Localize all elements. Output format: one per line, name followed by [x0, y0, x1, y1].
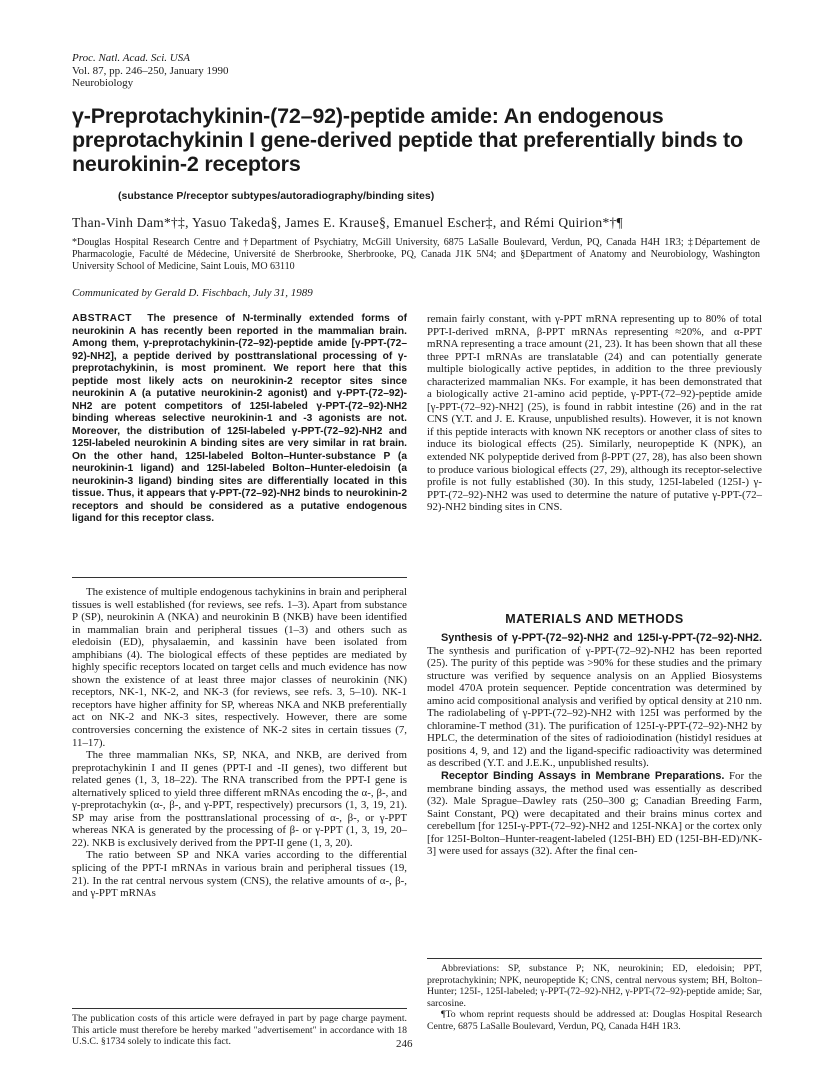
intro-paragraph-1: The existence of multiple endogenous tachykinins in brain and peripheral tissues is well established (for reviews, see refs. 1–3). Apart from substance P (SP), neurokinin A (NKA) and neurokinin B (NKB) have been identified in mammalian brain and peripheral tissues (1–3) and others such as eledoisin (ED), physalaemin, and kassinin have been isolated from amphibians (4). The biological effects of these peptides are mediated by highly specific receptors located on target cells and much evidence has now shown the existence of at least three major classes of neurokinin (NK) receptors, NK-1, NK-2, and NK-3 (for reviews, see refs. 3, 5–10). NK-1 receptors have higher affinity for SP, whereas NKA and NKB preferentially act on NK-2 and NK-3 sites, respectively. However, there are some controversies concerning the existence of NK-2 sites in certain tissues (7, 11–17). [72, 586, 407, 749]
section-name: Neurobiology [72, 77, 134, 89]
methods-subheading-2: Receptor Binding Assays in Membrane Preparations. [441, 770, 725, 783]
keywords: (substance P/receptor subtypes/autoradiography/binding sites) [118, 190, 435, 202]
affiliations: *Douglas Hospital Research Centre and †Department of Psychiatry, McGill University, 6875 LaSalle Boulevard, Verdun, PQ, Canada H4H 1R3; ‡Département de Pharmacologie, Faculté de Médecine, Université de Sherbrooke, Sherbrooke, PQ, Canada J1K 5N4; and §Department of Anatomy and Neurobiology, Washington University School of Medicine, Saint Louis, MO 63110 [72, 237, 760, 272]
journal-name: Proc. Natl. Acad. Sci. USA [72, 52, 190, 64]
abstract-text: The presence of N-terminally extended forms of neurokinin A has recently been reported in the mammalian brain. Among them, γ-preprotachykinin-(72–92)-peptide amide [γ-PPT-(72–92)-NH2], a peptide derived by posttranslational processing of γ-preprotachykinin, is most prominent. We report here that this peptide most likely acts on neurokinin-2 receptor sites since neurokinin A (a putative neurokinin-2 agonist) and γ-PPT-(72–92)-NH2 are potent competitors of 125I-labeled γ-PPT-(72–92)-NH2 binding whereas selective neurokinin-1 and -3 agonists are not. Moreover, the distribution of 125I-labeled γ-PPT-(72–92)-NH2 and 125I-labeled neurokinin A binding sites are very similar in rat brain. On the other hand, 125I-labeled Bolton–Hunter-substance P (a neurokinin-1 ligand) and 125I-labeled Bolton–Hunter-eledoisin (a neurokinin-3 ligand) binding sites are differentially located in this tissue. Thus, it appears that γ-PPT-(72–92)-NH2 binds to neurokinin-2 receptors and should be considered as a putative endogenous ligand for this receptor class. [72, 313, 407, 524]
reprint-note: ¶To whom reprint requests should be addressed at: Douglas Hospital Research Centre, 6875 LaSalle Boulevard, Verdun, PQ, Canada H4H 1R3. [427, 1009, 762, 1032]
abstract [72, 313, 407, 526]
methods-text-2: For the membrane binding assays, the method used was essentially as described (32). Male Sprague–Dawley rats (250–300 g; Canadian Breeding Farm, Saint Constant, PQ) were decapitated and their brains minus cortex and cerebellum [for 125I-γ-PPT-(72–92)-NH2 and 125I-NKA] or the cortex only [for 125I-Bolton–Hunter-reagent-labeled (125I-BH) ED (125I-BH-ED)/NK-3] were used for assays (32). After the final cen- [427, 770, 762, 858]
methods-text-1: The synthesis and purification of γ-PPT-(72–92)-NH2 has been reported (25). The purity of this peptide was >90% for these studies and the primary structure was verified by sequence analysis on an Applied Biosystems model 470A protein sequencer. Peptide concentration was determined by amino acid compositional analysis and verified by optical density at 210 nm. The radiolabeling of γ-PPT-(72–92)-NH2 with 125I was performed by the chloramine-T method (31). The purification of 125I-γ-PPT-(72–92)-NH2 by HPLC, the determination of the sites of radioiodination (histidyl residues at positions 4, 9, and 12) and the ligand-specific radioactivity was determined as described (Y.T. and J.E.K., unpublished results). [427, 644, 762, 770]
methods-paragraph-2 [427, 770, 762, 858]
intro-paragraph-2: The three mammalian NKs, SP, NKA, and NKB, are derived from preprotachykinin I and II genes (PPT-I and -II genes), two different but related genes (1, 3, 18–22). The RNA transcribed from the PPT-I gene is alternatively spliced to yield three different mRNAs encoding the α-, β-, and γ-preprotachykin (α-, β-, and γ-PPT, respectively) precursors (1, 3, 19, 21). SP may arise from the posttranslational processing of α-, β-, or γ-PPT whereas NKA is generated by the processing of β- or γ-PPT (1, 3, 19, 20–22). NKB is exclusively derived from the PPT-II gene (1, 3, 20). [72, 749, 407, 849]
footnote-divider-left [72, 1008, 407, 1009]
article-title: γ-Preprotachykinin-(72–92)-peptide amide: An endogenous preprotachykinin I gene-derived peptide that preferentially binds to neurokinin-2 receptors [72, 104, 743, 176]
footnote-divider-right [427, 958, 762, 959]
intro-paragraph-continued: remain fairly constant, with γ-PPT mRNA representing up to 80% of total PPT-I-derived mRNA, β-PPT mRNAs representing ≈20%, and α-PPT mRNA representing a trace amount (21, 23). It has been shown that all these three PPT-I mRNAs are translatable (24) and can potentially generate multiple biologically active peptides, in addition to the three previously characterized mammalian NKs. For example, it has been demonstrated that a biologically active 21-amino acid peptide, γ-PPT-(72–92)-peptide amide [γ-PPT-(72–92)-NH2] (25), is found in rabbit intestine (26) and in the rat CNS (Y.T. and J. E. Krause, unpublished results). However, it is not known if this peptide interacts with known NK receptors or another class of sites to induce its biological effects (25). Similarly, neuropeptide K (NPK), an extended NK polypeptide derived from β-PPT (27, 28), has also been shown to produce various biological effects (27, 29), although its receptor-selective profile is not fully established (30). In this study, 125I-labeled (125I-) γ-PPT-(72–92)-NH2 was used to determine the nature of putative γ-PPT-(72–92)-NH2 binding sites in CNS. [427, 313, 762, 514]
abstract-divider [72, 577, 407, 578]
author-list: Than-Vinh Dam*†‡, Yasuo Takeda§, James E. Krause§, Emanuel Escher‡, and Rémi Quirion*†¶ [72, 215, 623, 230]
intro-paragraph-3: The ratio between SP and NKA varies according to the differential splicing of the PPT-I mRNAs in various brain and peripheral tissues (19, 21). In the rat central nervous system (CNS), the relative amounts of α-, β-, and γ-PPT mRNAs [72, 849, 407, 900]
journal-header [72, 52, 229, 90]
abstract-label: ABSTRACT [72, 313, 133, 324]
intro-right [427, 313, 762, 514]
methods-heading: MATERIALS AND METHODS [505, 612, 684, 626]
methods-paragraph-1 [427, 632, 762, 770]
publication-costs-note: The publication costs of this article were defrayed in part by page charge payment. This article must therefore be hereby marked "advertisement" in accordance with 18 U.S.C. §1734 solely to indicate this fact. [72, 1013, 407, 1048]
methods-subheading-1: Synthesis of γ-PPT-(72–92)-NH2 and 125I-γ-PPT-(72–92)-NH2. [441, 632, 762, 644]
abbreviations-note: Abbreviations: SP, substance P; NK, neurokinin; ED, eledoisin; PPT, preprotachykinin; NPK, neuropeptide K; CNS, central nervous system; BH, Bolton–Hunter; 125I-, 125I-labeled; γ-PPT-(72–92)-NH2, γ-PPT-(72–92)-peptide amide; Sar, sarcosine. [427, 963, 762, 1009]
page-number: 246 [396, 1038, 413, 1050]
footnotes-right [427, 963, 762, 1033]
communicated-by: Communicated by Gerald D. Fischbach, July 31, 1989 [72, 287, 313, 299]
methods-body [427, 632, 762, 858]
intro-left [72, 586, 407, 900]
volume-info: Vol. 87, pp. 246–250, January 1990 [72, 64, 229, 77]
